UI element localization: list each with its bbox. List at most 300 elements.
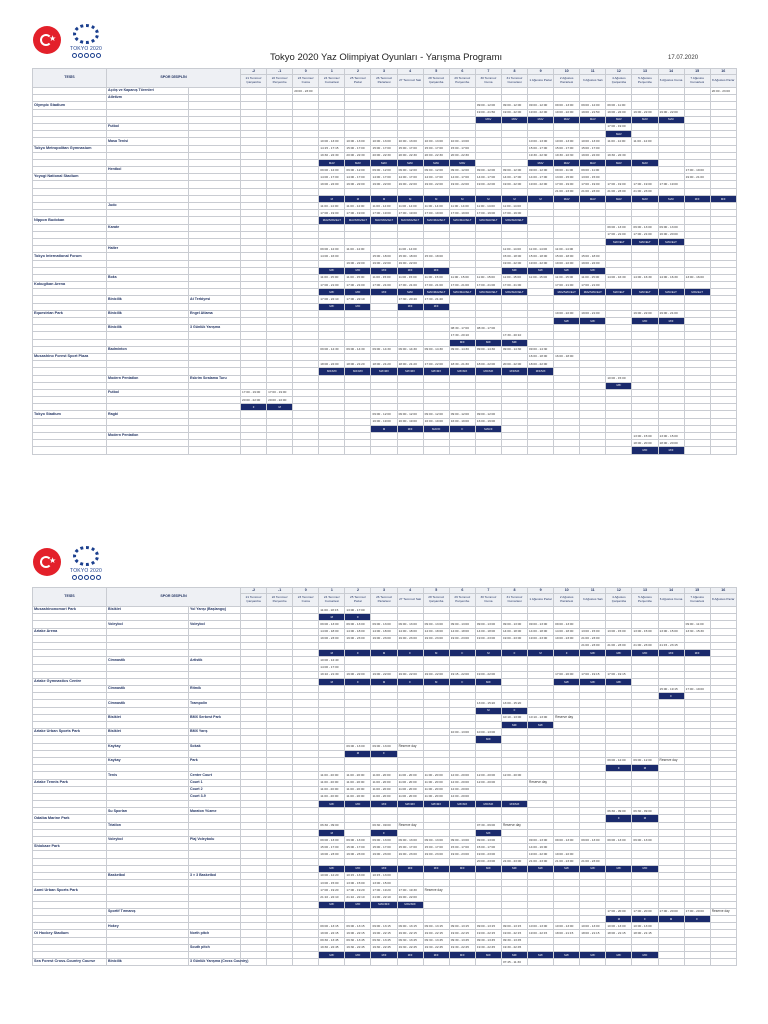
session-cell <box>397 765 423 772</box>
session-cell <box>632 772 658 779</box>
date-header: 4 Ağustos Çarşamba <box>606 594 632 607</box>
session-cell: 15:00 - 17:00 <box>371 145 397 152</box>
session-cell <box>580 238 606 245</box>
sport-name <box>107 786 189 793</box>
session-cell <box>475 389 501 396</box>
discipline-name <box>189 397 241 404</box>
session-cell <box>710 318 736 325</box>
session-cell <box>397 375 423 382</box>
venue-name <box>33 389 107 396</box>
event-category-cell: M <box>423 650 449 657</box>
session-cell <box>241 901 267 908</box>
date-header: 27 Temmuz Salı <box>397 75 423 88</box>
discipline-name <box>189 346 241 353</box>
venue-name <box>33 181 107 188</box>
session-cell <box>684 145 710 152</box>
session-cell: 15:00 - 17:00 <box>580 145 606 152</box>
session-cell <box>449 397 475 404</box>
session-cell <box>606 729 632 736</box>
session-cell <box>475 901 501 908</box>
session-cell <box>371 88 397 95</box>
session-cell: 15:00 - 18:00 <box>423 253 449 260</box>
sport-name <box>107 418 189 425</box>
session-cell: 18:00 - 22:00 <box>528 361 554 368</box>
session-cell <box>345 700 371 707</box>
session-cell <box>658 865 684 872</box>
venue-name: Olympic Stadium <box>33 102 107 109</box>
session-cell: 10:00 - 13:00 <box>423 138 449 145</box>
session-cell <box>710 353 736 360</box>
sport-name <box>107 887 189 894</box>
session-cell <box>501 238 527 245</box>
session-cell <box>554 801 580 808</box>
session-cell <box>345 102 371 109</box>
session-cell: 19:15 - 22:00 <box>449 671 475 678</box>
session-cell <box>528 375 554 382</box>
discipline-name: Voleybol <box>189 621 241 628</box>
session-cell: 11:00 - 15:00 <box>345 274 371 281</box>
session-cell <box>267 628 293 635</box>
session-cell: 19:00 - 22:00 <box>345 260 371 267</box>
session-cell: 18:00 - 21:20 <box>397 361 423 368</box>
event-category-cell: F <box>371 829 397 836</box>
session-cell: 20:00 - 23:00 <box>293 88 319 95</box>
session-cell <box>293 425 319 432</box>
session-cell <box>293 267 319 274</box>
event-category-cell: M/F <box>658 447 684 454</box>
session-cell <box>606 332 632 339</box>
session-cell: 09:00 - 13:00 <box>345 621 371 628</box>
session-cell <box>241 318 267 325</box>
session-cell <box>710 425 736 432</box>
session-cell <box>528 397 554 404</box>
session-cell <box>684 714 710 721</box>
session-cell: 19:30 - 22:45 <box>371 944 397 951</box>
session-cell <box>606 714 632 721</box>
session-cell <box>449 246 475 253</box>
session-cell: 14:00 - 17:00 <box>319 664 345 671</box>
session-cell <box>475 253 501 260</box>
session-cell <box>710 95 736 102</box>
venue-name <box>33 167 107 174</box>
session-cell <box>658 736 684 743</box>
session-cell <box>580 339 606 346</box>
session-cell <box>528 404 554 411</box>
session-cell <box>267 318 293 325</box>
session-cell <box>580 750 606 757</box>
session-cell <box>475 657 501 664</box>
session-cell <box>684 361 710 368</box>
session-cell: 19:00 - 22:00 <box>449 181 475 188</box>
discipline-name <box>189 253 241 260</box>
session-cell <box>580 95 606 102</box>
schedule-row <box>33 389 737 396</box>
session-cell: 16:00 - 18:00 <box>528 353 554 360</box>
schedule-row <box>33 858 737 865</box>
session-cell: 12:00 - 20:00 <box>475 772 501 779</box>
session-cell: 09:00 - 13:00 <box>501 621 527 628</box>
session-cell <box>684 801 710 808</box>
session-cell <box>423 700 449 707</box>
session-cell <box>554 793 580 800</box>
session-cell: 19:30 - 22:45 <box>423 944 449 951</box>
sport-name: Cimnastik <box>107 700 189 707</box>
schedule-row <box>33 174 737 181</box>
session-cell <box>710 447 736 454</box>
venue-name <box>33 274 107 281</box>
session-cell <box>684 447 710 454</box>
session-cell <box>658 923 684 930</box>
session-cell: 11:00 - 20:00 <box>371 786 397 793</box>
schedule-row <box>33 894 737 901</box>
day-number: -2 <box>241 588 267 594</box>
event-category-cell: F <box>397 678 423 685</box>
session-cell <box>319 325 345 332</box>
session-cell <box>241 411 267 418</box>
sport-name <box>107 195 189 202</box>
session-cell <box>475 757 501 764</box>
session-cell <box>293 607 319 614</box>
session-cell <box>267 607 293 614</box>
session-cell: 21:00 - 23:00 <box>580 858 606 865</box>
venue-name <box>33 944 107 951</box>
session-cell <box>267 693 293 700</box>
session-cell: 09:00 - 13:00 <box>632 224 658 231</box>
session-cell <box>267 657 293 664</box>
session-cell <box>501 411 527 418</box>
schedule-row <box>33 375 737 382</box>
session-cell <box>345 389 371 396</box>
discipline-name <box>189 238 241 245</box>
session-cell <box>449 318 475 325</box>
session-cell <box>293 628 319 635</box>
date-header: 26 Temmuz Pazartesi <box>371 75 397 88</box>
session-cell <box>423 872 449 879</box>
session-cell <box>267 642 293 649</box>
session-cell <box>501 131 527 138</box>
session-cell <box>658 425 684 432</box>
session-cell <box>632 707 658 714</box>
session-cell: 17:00 - 19:20 <box>319 887 345 894</box>
session-cell <box>241 425 267 432</box>
sport-name <box>107 260 189 267</box>
session-cell <box>475 332 501 339</box>
session-cell: 19:00 - 22:00 <box>501 109 527 116</box>
session-cell <box>345 123 371 130</box>
session-cell <box>632 404 658 411</box>
session-cell: 11:00 - 20:00 <box>319 779 345 786</box>
session-cell <box>449 736 475 743</box>
session-cell <box>554 88 580 95</box>
session-cell <box>710 664 736 671</box>
session-cell <box>658 837 684 844</box>
session-cell: 17:00 - 21:00 <box>371 282 397 289</box>
session-cell: 09:30 - 13:45 <box>371 937 397 944</box>
discipline-name <box>189 736 241 743</box>
session-cell <box>371 382 397 389</box>
session-cell <box>580 664 606 671</box>
session-cell <box>475 607 501 614</box>
session-cell <box>241 607 267 614</box>
session-cell <box>293 765 319 772</box>
session-cell <box>267 808 293 815</box>
session-cell: 11:00 - 14:00 <box>397 246 423 253</box>
schedule-row <box>33 757 737 764</box>
sport-name <box>107 851 189 858</box>
session-cell <box>293 851 319 858</box>
session-cell: 20:00 - 22:00 <box>241 397 267 404</box>
session-cell <box>241 822 267 829</box>
session-cell <box>554 231 580 238</box>
discipline-name <box>189 174 241 181</box>
event-category-cell: M/F <box>580 952 606 959</box>
schedule-page-2 <box>0 540 768 1024</box>
event-category-cell: M/F <box>397 865 423 872</box>
session-cell: 11:00 - 14:00 <box>345 246 371 253</box>
session-cell <box>606 339 632 346</box>
date-header: 31 Temmuz Cumartesi <box>501 75 527 88</box>
session-cell <box>449 296 475 303</box>
session-cell <box>684 614 710 621</box>
session-cell: 13:00 - 15:00 <box>658 628 684 635</box>
session-cell: 19:00 - 21:00 <box>658 310 684 317</box>
session-cell: 19:00 - 22:15 <box>528 930 554 937</box>
session-cell <box>267 310 293 317</box>
sport-name: Modern Pentatlon <box>107 433 189 440</box>
session-cell <box>397 123 423 130</box>
session-cell <box>501 382 527 389</box>
session-cell <box>449 440 475 447</box>
session-cell <box>684 282 710 289</box>
session-cell <box>241 138 267 145</box>
session-cell <box>684 339 710 346</box>
session-cell <box>528 614 554 621</box>
session-cell <box>710 722 736 729</box>
session-cell <box>423 693 449 700</box>
session-cell <box>345 131 371 138</box>
session-cell <box>449 433 475 440</box>
session-cell: 14:00 - 18:00 <box>423 628 449 635</box>
session-cell <box>345 418 371 425</box>
session-cell: 11:00 - 14:00 <box>501 246 527 253</box>
discipline-name <box>189 822 241 829</box>
session-cell <box>423 318 449 325</box>
session-cell <box>632 102 658 109</box>
session-cell <box>632 729 658 736</box>
session-cell: 19:00 - 23:00 <box>423 635 449 642</box>
session-cell <box>241 325 267 332</box>
session-cell <box>371 246 397 253</box>
event-category-cell: M/F <box>371 952 397 959</box>
sport-name: Modern Pentatlon <box>107 375 189 382</box>
session-cell <box>632 418 658 425</box>
session-cell <box>241 353 267 360</box>
session-cell: 13:00 - 16:00 <box>684 274 710 281</box>
session-cell <box>580 829 606 836</box>
day-number: 12 <box>606 588 632 594</box>
session-cell <box>241 743 267 750</box>
event-category-cell: M <box>267 404 293 411</box>
session-cell <box>293 901 319 908</box>
session-cell <box>423 959 449 966</box>
session-cell <box>658 815 684 822</box>
session-cell <box>371 95 397 102</box>
session-cell: 17:00 - 21:00 <box>501 282 527 289</box>
session-cell <box>397 908 423 915</box>
session-cell <box>397 700 423 707</box>
session-cell <box>241 829 267 836</box>
session-cell: 21:10 - 22:10 <box>319 894 345 901</box>
venue-name <box>33 346 107 353</box>
session-cell: 11:00 - 20:00 <box>319 772 345 779</box>
session-cell <box>606 880 632 887</box>
discipline-name <box>189 642 241 649</box>
session-cell <box>606 389 632 396</box>
session-cell: 11:00 - 14:00 <box>449 203 475 210</box>
session-cell <box>241 102 267 109</box>
session-cell: 10:15 - 13:00 <box>371 872 397 879</box>
schedule-row <box>33 246 737 253</box>
session-cell <box>528 786 554 793</box>
session-cell <box>293 664 319 671</box>
session-cell: 11:00 - 20:00 <box>319 786 345 793</box>
session-cell <box>293 382 319 389</box>
venue-name <box>33 635 107 642</box>
session-cell <box>658 880 684 887</box>
session-cell <box>501 447 527 454</box>
session-cell <box>449 829 475 836</box>
session-cell: 21:00 - 23:00 <box>580 642 606 649</box>
session-cell <box>606 801 632 808</box>
venue-name <box>33 203 107 210</box>
session-cell <box>397 389 423 396</box>
session-cell <box>580 880 606 887</box>
session-cell: 17:00 - 19:00 <box>371 210 397 217</box>
session-cell: 18:30 - 21:30 <box>449 361 475 368</box>
session-cell: 12:00 - 20:00 <box>449 772 475 779</box>
date-header: 28 Temmuz Çarşamba <box>423 594 449 607</box>
event-category-cell: MAV/M/F <box>397 901 423 908</box>
session-cell: 19:00 - 22:00 <box>580 260 606 267</box>
session-cell <box>397 109 423 116</box>
session-cell <box>606 635 632 642</box>
session-cell <box>267 959 293 966</box>
session-cell <box>423 829 449 836</box>
session-cell: 16:00 - 19:00 <box>475 418 501 425</box>
event-category-cell: M/F <box>397 303 423 310</box>
session-cell <box>684 253 710 260</box>
venue-name <box>33 332 107 339</box>
session-cell: 19:00 - 22:00 <box>554 109 580 116</box>
session-cell <box>241 375 267 382</box>
date-header: 6 Ağustos Cuma <box>658 75 684 88</box>
session-cell <box>554 361 580 368</box>
discipline-name <box>189 937 241 944</box>
venue-name <box>33 224 107 231</box>
session-cell: 19:00 - 22:00 <box>501 260 527 267</box>
session-cell <box>241 246 267 253</box>
session-cell: 17:00 - 19:00 <box>580 181 606 188</box>
session-cell <box>606 722 632 729</box>
sport-name <box>107 944 189 951</box>
session-cell: 09:00 - 12:00 <box>475 102 501 109</box>
session-cell <box>710 203 736 210</box>
session-cell: 21:00 - 23:00 <box>554 188 580 195</box>
sport-name: Tenis <box>107 772 189 779</box>
session-cell <box>319 318 345 325</box>
session-cell <box>528 123 554 130</box>
session-cell: 13:00 - 15:00 <box>580 174 606 181</box>
venue-name <box>33 865 107 872</box>
session-cell <box>267 614 293 621</box>
session-cell: 09:00 - 12:00 <box>371 167 397 174</box>
session-cell: 14:00 - 16:00 <box>319 253 345 260</box>
session-cell <box>397 808 423 815</box>
event-category-cell: M/F <box>449 339 475 346</box>
session-cell <box>501 808 527 815</box>
session-cell <box>554 894 580 901</box>
session-cell <box>554 664 580 671</box>
session-cell <box>632 607 658 614</box>
event-category-cell: F <box>606 815 632 822</box>
session-cell: 19:00 - 22:00 <box>371 260 397 267</box>
session-cell <box>632 901 658 908</box>
session-cell <box>658 657 684 664</box>
session-cell: 17:00 - 20:00 <box>632 908 658 915</box>
session-cell <box>241 844 267 851</box>
session-cell: 19:00 - 22:00 <box>397 181 423 188</box>
venue-name <box>33 397 107 404</box>
sport-name <box>107 930 189 937</box>
session-cell <box>606 772 632 779</box>
session-cell <box>528 729 554 736</box>
session-cell <box>658 707 684 714</box>
session-cell <box>449 765 475 772</box>
session-cell <box>632 700 658 707</box>
event-category-cell: MAV <box>554 116 580 123</box>
session-cell <box>658 174 684 181</box>
session-cell <box>293 952 319 959</box>
session-cell <box>606 411 632 418</box>
session-cell: 14:00 - 16:30 <box>658 274 684 281</box>
discipline-name <box>189 203 241 210</box>
session-cell: 17:00 - 21:00 <box>397 282 423 289</box>
sport-name <box>107 159 189 166</box>
session-cell <box>580 425 606 432</box>
sport-name <box>107 858 189 865</box>
session-cell: 10:00 - 12:20 <box>319 872 345 879</box>
session-cell <box>293 238 319 245</box>
session-cell <box>684 188 710 195</box>
session-cell <box>293 102 319 109</box>
session-cell <box>658 253 684 260</box>
session-cell <box>293 339 319 346</box>
date-header: 28 Temmuz Çarşamba <box>423 75 449 88</box>
schedule-row <box>33 851 737 858</box>
session-cell <box>267 757 293 764</box>
session-cell: 09:30 - 13:45 <box>345 937 371 944</box>
session-cell <box>580 123 606 130</box>
session-cell: 10:10 - 13:00 <box>501 714 527 721</box>
session-cell <box>241 152 267 159</box>
venue-name <box>33 901 107 908</box>
session-cell <box>501 303 527 310</box>
session-cell: 14:00 - 17:00 <box>449 174 475 181</box>
sport-name <box>107 707 189 714</box>
session-cell: 09:00 - 12:00 <box>345 167 371 174</box>
session-cell <box>319 722 345 729</box>
session-cell <box>423 131 449 138</box>
